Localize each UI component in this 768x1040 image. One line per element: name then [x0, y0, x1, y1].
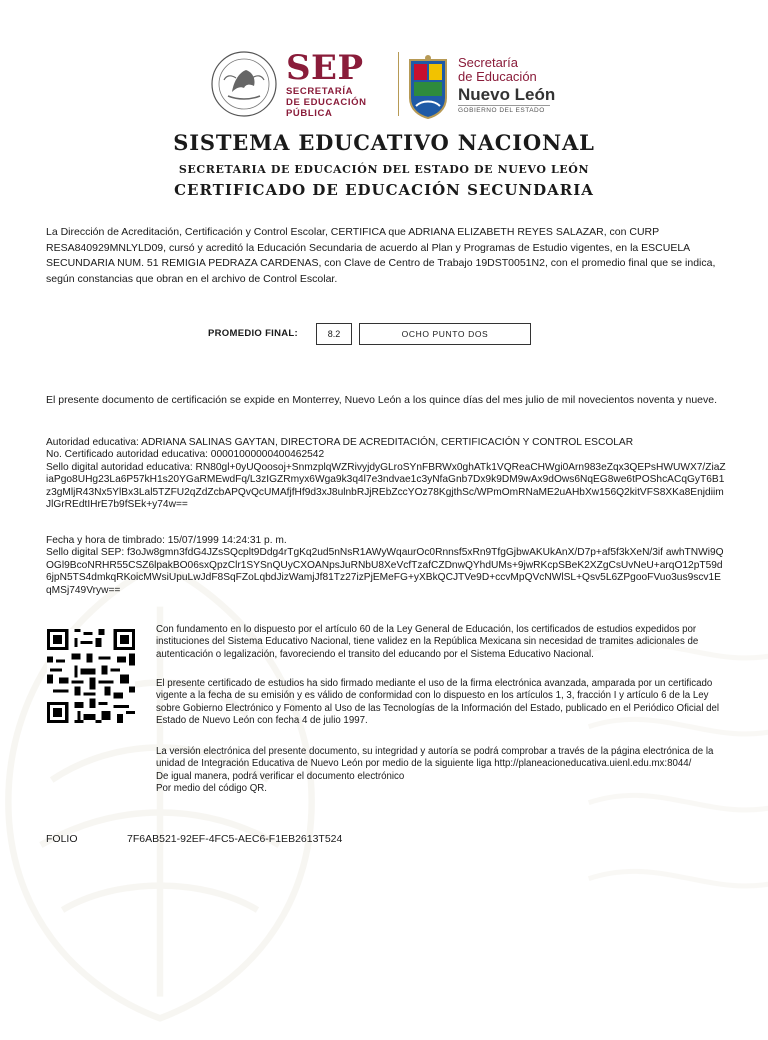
issuance-paragraph: El presente documento de certificación se expide en Monterrey, Nuevo León a los quince días del mes julio de mil novecientos noventa y nueve.: [46, 394, 718, 406]
verification-qr-note: Por medio del código QR.: [156, 783, 267, 795]
qr-code[interactable]: [47, 629, 135, 723]
verification-note: De igual manera, podrá verificar el documento electrónico: [156, 770, 405, 782]
sep-logo-subtitle: SECRETARÍA DE EDUCACIÓN PÚBLICA: [286, 86, 367, 119]
verification-link-text[interactable]: La versión electrónica del presente documento, su integridad y autoría se podrá comprobar a través de la página electrónica de la unidad de Integración Educativa de Nuevo León por medio de la siguiente liga http://planeacioneducativa.uienl.edu.mx:8044/: [156, 746, 714, 770]
certification-paragraph: La Dirección de Acreditación, Certificación y Control Escolar, CERTIFICA que ADRIANA ELIZABETH REYES SALAZAR, con CURP RESA840929MNLYLD09, cursó y acreditó la Educación Secundaria de acuerdo al Plan y Programas de Estudio vigentes, en la ESCUELA SECUNDARIA NUM. 51 REMIGIA PEDRAZA CARDENAS, con Clave de Centro de Trabajo 19DST0051N2, con el promedio final que se indica, según constancias que obran en el archivo de Control Escolar.: [46, 226, 716, 285]
stamp-datetime: Fecha y hora de timbrado: 15/07/1999 14:24:31 p. m.: [46, 535, 287, 546]
verification-paragraph: [156, 746, 724, 796]
nuevo-leon-shield-icon: [406, 54, 450, 120]
folio-label: FOLIO: [46, 833, 78, 845]
nuevo-leon-logo: Secretaría de Educación Nuevo León GOBIERNO DEL ESTADO: [458, 55, 556, 114]
mexico-seal-icon: [210, 50, 278, 118]
logo-divider: [398, 52, 399, 116]
authority-name: Autoridad educativa: ADRIANA SALINAS GAYTAN, DIRECTORA DE ACREDITACIÓN, CERTIFICACIÓN Y CONTROL ESCOLAR: [46, 437, 634, 448]
sep-digital-seal: Sello digital SEP: f3oJw8gmn3fdG4JZsSQcplt9Ddg4rTgKq2ud5nNsR1AWyWqaurOc0Rnnsf5xRn9TfgGjbwAKUkAnX/D7p+af5f3kXeN/3if awhTNWi9QOGl9BcoNRHR55CSZ6lpakBO06sxQpzClr1SYSnQUyCXOANpsJuRNbU8XeVcfTzafCZDnwQYhdUMs+9jwRKcpSBeK2XZgCsUvNeU+arqO12pT59d6jpN5TS4dmkqRKoicMWsiUpuLwJdF8SqFZoLqbdJizWamjJf81Tz27izPjEMeFG+yXBkQCJTVe9D+ccvMpQVcNWlSL+Qsv5L6ZPgooFVuo3us9scv1EqMSj749Vryw==: [46, 547, 724, 596]
final-grade-label: PROMEDIO FINAL:: [208, 328, 298, 339]
sep-logo: SEP: [286, 48, 364, 88]
folio-value: 7F6AB521-92EF-4FC5-AEC6-F1EB2613T524: [127, 833, 343, 845]
certificate-type: CERTIFICADO DE EDUCACIÓN SECUNDARIA: [174, 181, 594, 199]
stamp-block: [46, 535, 726, 597]
legal-validity-paragraph: Con fundamento en lo dispuesto por el artículo 60 de la Ley General de Educación, los certificados de estudios expedidos por instituciones del Sistema Educativo Nacional, tiene validez en la República Mexicana sin necesidad de tramites adicionales de autenticación o legalización, favoreciendo el transito del educando por el Sistema Educativo Nacional.: [156, 624, 699, 660]
header-logos: [210, 46, 570, 126]
electronic-signature-paragraph: El presente certificado de estudios ha sido firmado mediante el uso de la firma electrónica avanzada, amparada por un certificado vigente a la fecha de su emisión y es válido de conformidad con lo dispuesto en los artículos 1, 3, fracción I y artículo 6 de la Ley sobre Gobierno Electrónico y Fomento al Uso de las Tecnologías de la Información del Estado, publicado en el Periódico Oficial del Estado de Nuevo León con fecha 4 de julio 1997.: [156, 678, 720, 727]
final-grade-value: 8.2: [316, 323, 352, 345]
document-title: SISTEMA EDUCATIVO NACIONAL: [173, 130, 595, 155]
final-grade-words: OCHO PUNTO DOS: [359, 323, 531, 345]
authority-certificate-number: No. Certificado autoridad educativa: 00001000000400462542: [46, 449, 325, 461]
authority-digital-seal: Sello digital autoridad educativa: RN80gl+0yUQoosoj+SnmzplqWZRivyjdyGLroSYnFBRWx0ghATk1VQReaCHWgi0Arn983eZqx3QEPsHWUWX7/ZiaZiaPgo8UHg23La6P57kH1s20YGaRMEwdFq/L3zIGZRmyx6Wga9k3q4l7e3ndvae1c3yNfaGnb7Dx9k9DM9wAx9dOws6NqEG8we6tPOShcACqGyT6B1z3gMljR43Nx5YlBx3Lal5TZFU2qZdZcbAPQvQcUMAfjfHf9d3xJ8ulnbRJjREbZccYOz78KgjthSc/WPmOmRNaME2uAHbXw156Q2kitVFS8XKa8EnjdiimJlGrREdtIHrE7b9fSEk+y74w==: [46, 461, 726, 511]
issuing-authority: SECRETARIA DE EDUCACIÓN DEL ESTADO DE NUEVO LEÓN: [178, 163, 590, 176]
authority-block: [46, 437, 726, 511]
